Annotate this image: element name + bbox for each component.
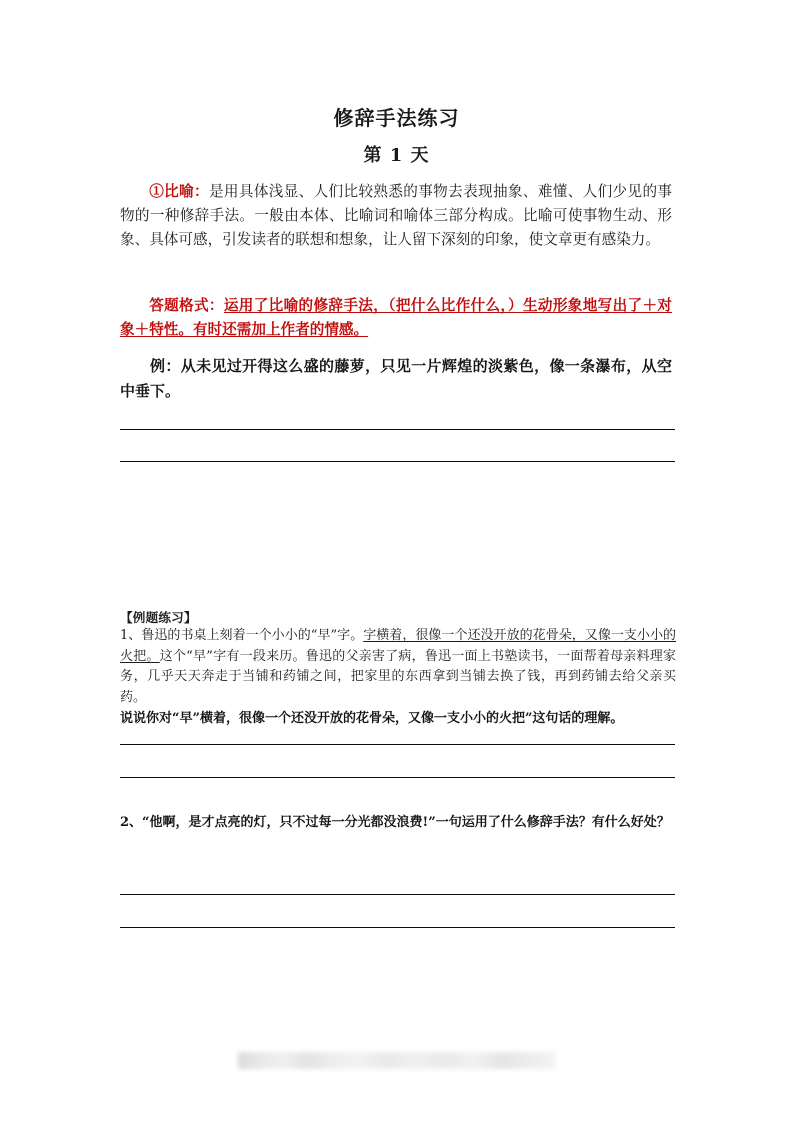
- exercise-question-1-passage: [120, 626, 676, 708]
- question-1-passage-underlined: 字横着，很像一个还没开放的花骨朵，又像一支小小的火把。: [120, 628, 676, 664]
- answer-line-example-2[interactable]: [120, 461, 675, 462]
- answer-line-q1-1[interactable]: [120, 744, 675, 745]
- definition-text: 是用具体浅显、人们比较熟悉的事物去表现抽象、难懂、人们少见的事物的一种修辞手法。一般由本体、比喻词和喻体三部分构成。比喻可使事物生动、形象、具体可感，引发读者的联想和想象，让人留下深刻的印象，使文章更有感染力。: [120, 183, 672, 249]
- question-1-passage-part1: 鲁迅的书桌上刻着一个小小的“早”字。: [141, 628, 364, 643]
- example-block: [120, 354, 672, 404]
- answer-line-q1-2[interactable]: [120, 777, 675, 778]
- page-title: 修辞手法练习: [333, 106, 460, 130]
- question-2-number: 2、: [120, 815, 143, 830]
- answer-line-q2-1[interactable]: [120, 894, 675, 895]
- question-1-passage-part2: 这个“早”字有一段来历。鲁迅的父亲害了病，鲁迅一面上书塾读书，一面帮着母亲料理家务，几乎天天奔走于当铺和药铺之间，把家里的东西拿到当铺去换了钱，再到药铺去给父亲买药。: [120, 648, 676, 705]
- answer-line-example-1[interactable]: [120, 429, 675, 430]
- answer-format-label: 答题格式：: [149, 297, 224, 314]
- exercise-question-2-prompt: [120, 812, 676, 833]
- answer-format-text: 运用了比喻的修辞手法，（把什么比作什么，）生动形象地写出了＋对象＋特性。有时还需加上作者的情感。: [120, 297, 672, 339]
- answer-line-q2-2[interactable]: [120, 927, 675, 928]
- definition-marker: ①比喻：: [149, 183, 209, 200]
- question-1-number: 1、: [120, 628, 142, 643]
- example-label: 例：: [150, 357, 181, 375]
- definition-paragraph: [120, 180, 672, 253]
- footer-watermark-blurred: [238, 1052, 556, 1069]
- exercise-question-1-prompt: 说说你对“早”横着，很像一个还没开放的花骨朵，又像一支小小的火把”这句话的理解。: [120, 711, 624, 726]
- exercise-heading: 【例题练习】: [120, 610, 197, 625]
- example-text: 从未见过开得这么盛的藤萝，只见一片辉煌的淡紫色，像一条瀑布，从空中垂下。: [120, 357, 672, 400]
- page-subtitle: 第 1 天: [363, 145, 430, 166]
- answer-format-block: [120, 294, 672, 343]
- question-2-text: “他啊，是才点亮的灯，只不过每一分光都没浪费!”一句运用了什么修辞手法？有什么好处？: [142, 815, 670, 830]
